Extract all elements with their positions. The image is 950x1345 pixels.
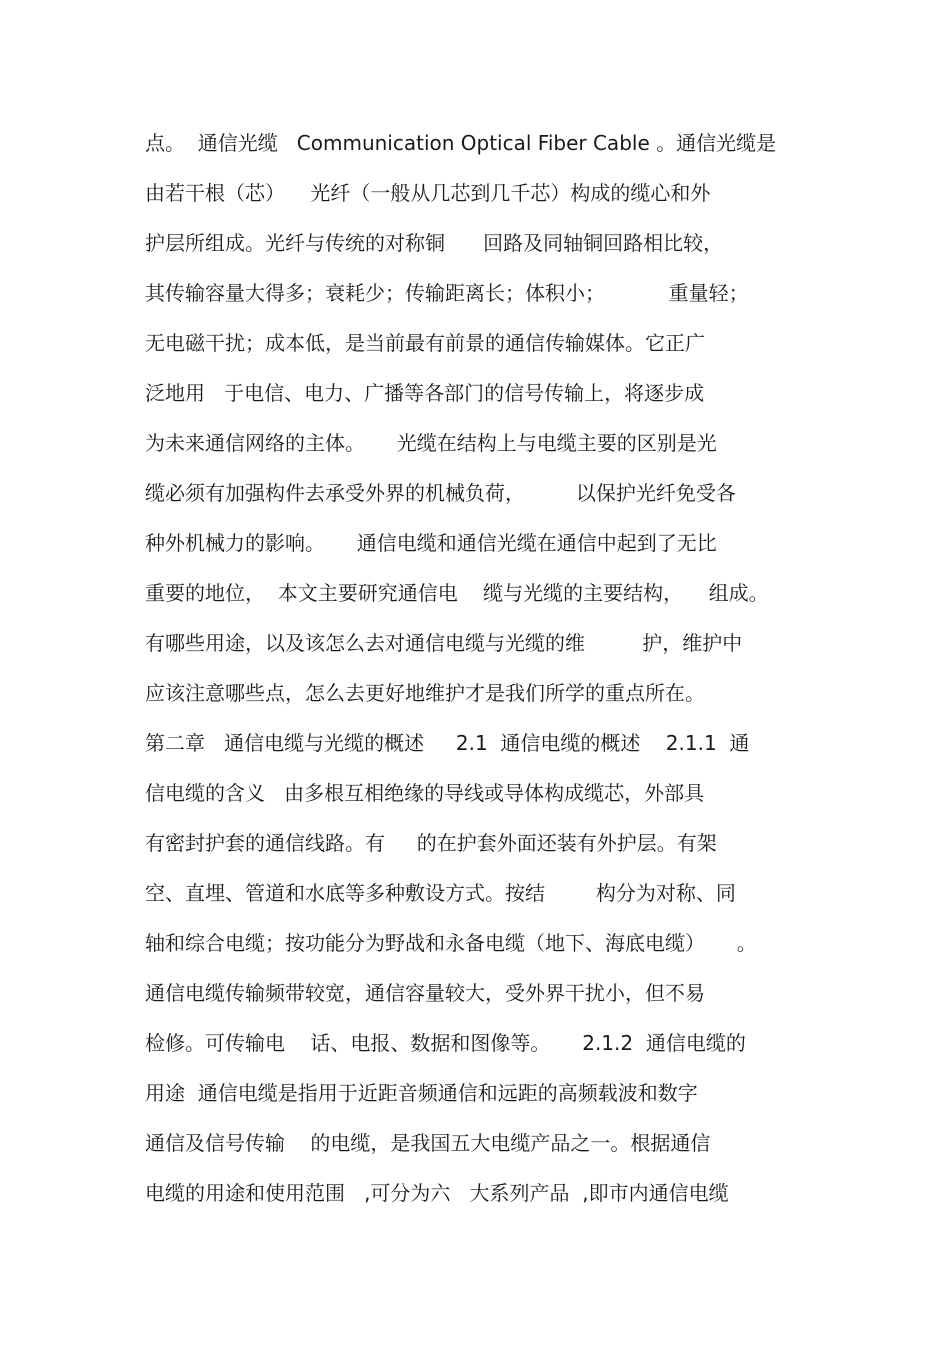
text-line: 通信及信号传输 的电缆，是我国五大电缆产品之一。根据通信 [145,1131,711,1155]
text-line: 检修。可传输电 话、电报、数据和图像等。 2.1.2 通信电缆的 [145,1031,746,1055]
text-line: 由若干根（芯） 光纤（一般从几芯到几千芯）构成的缆心和外 [145,181,711,205]
text-line: 用途 通信电缆是指用于近距音频通信和远距的高频载波和数字 [145,1081,698,1105]
text-line: 有哪些用途，以及该怎么去对通信电缆与光缆的维 护，维护中 [145,631,743,655]
text-line: 泛地用 于电信、电力、广播等各部门的信号传输上，将逐步成 [145,381,705,405]
text-line: 信电缆的含义 由多根互相绝缘的导线或导体构成缆芯，外部具 [145,781,705,805]
text-line: 为未来通信网络的主体。 光缆在结构上与电缆主要的区别是光 [145,431,717,455]
text-line: 应该注意哪些点，怎么去更好地维护才是我们所学的重点所在。 [145,681,705,705]
text-line: 重要的地位， 本文主要研究通信电 缆与光缆的主要结构， 组成。 [145,581,769,605]
text-line: 缆必须有加强构件去承受外界的机械负荷， 以保护光纤免受各 [145,481,736,505]
text-line: 无电磁干扰；成本低，是当前最有前景的通信传输媒体。它正广 [145,331,705,355]
text-line: 点。 通信光缆 Communication Optical Fiber Cable 。通信光缆是 [145,131,777,155]
body-text [145,118,825,1218]
text-line: 护层所组成。光纤与传统的对称铜 回路及同轴铜回路相比较， [145,231,724,255]
text-line: 电缆的用途和使用范围 ,可分为六 大系列产品 ,即市内通信电缆 [145,1181,729,1205]
text-line: 有密封护套的通信线路。有 的在护套外面还装有外护层。有架 [145,831,717,855]
chapter-heading-line: 第二章 通信电缆与光缆的概述 2.1 通信电缆的概述 2.1.1 通 [145,731,750,755]
text-line: 轴和综合电缆；按功能分为野战和永备电缆（地下、海底电缆） 。 [145,931,757,955]
text-line: 其传输容量大得多；衰耗少；传输距离长；体积小； 重量轻； [145,281,749,305]
text-line: 空、直埋、管道和水底等多种敷设方式。按结 构分为对称、同 [145,881,736,905]
text-line: 种外机械力的影响。 通信电缆和通信光缆在通信中起到了无比 [145,531,717,555]
text-line: 通信电缆传输频带较宽，通信容量较大，受外界干扰小，但不易 [145,981,705,1005]
